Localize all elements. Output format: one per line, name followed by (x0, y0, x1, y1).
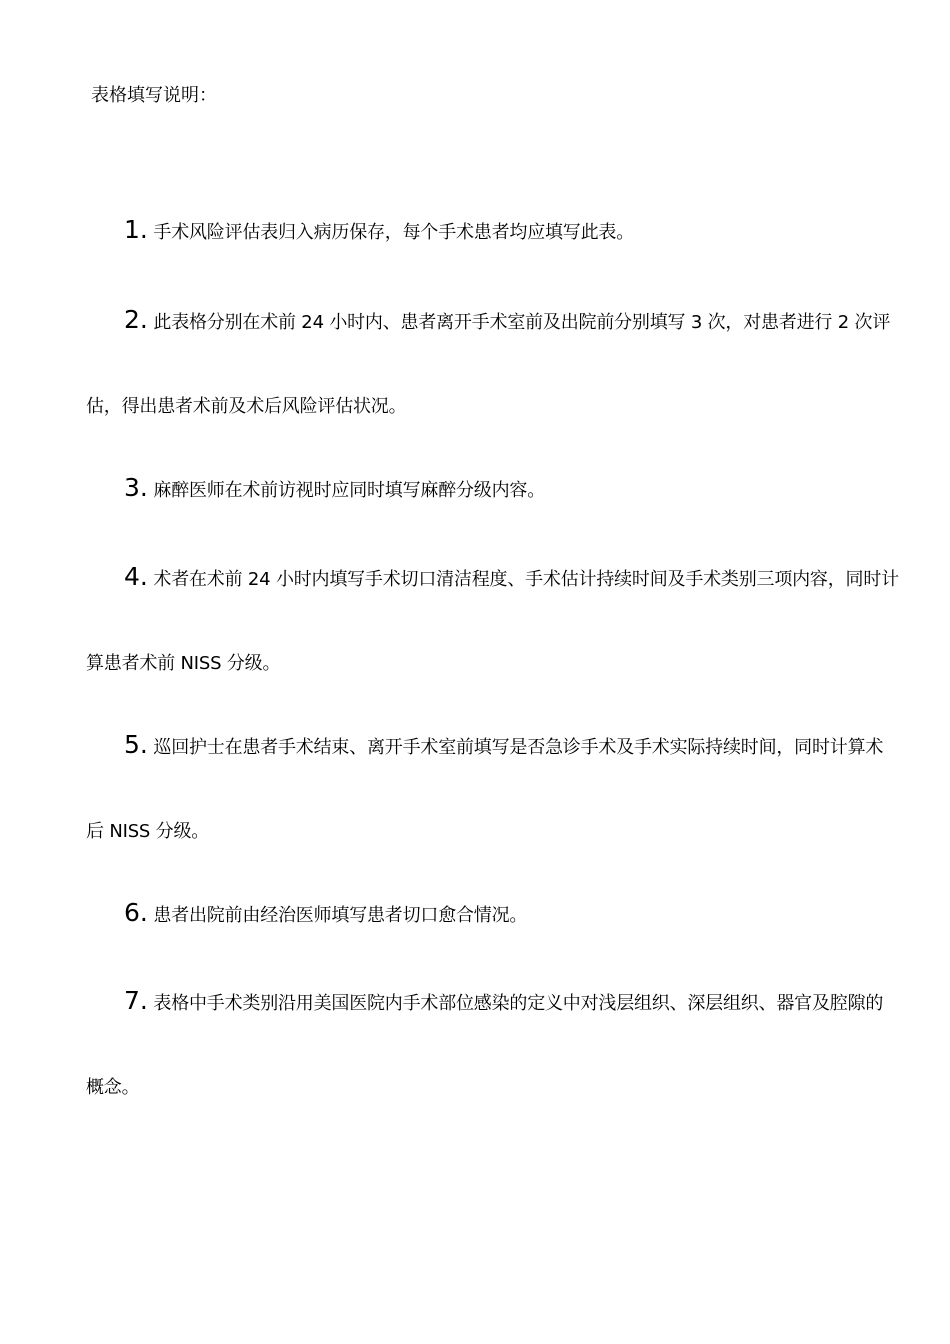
item-number: 4. (124, 562, 148, 591)
instruction-item-1 (86, 188, 900, 275)
instruction-item-4 (86, 535, 900, 706)
item-text: 表格中手术类别沿用美国医院内手术部位感染的定义中对浅层组织、深层组织、器官及腔隙的概念。 (86, 993, 884, 1098)
item-number: 1. (124, 215, 148, 244)
item-text: 巡回护士在患者手术结束、离开手术室前填写是否急诊手术及手术实际持续时间，同时计算术后 NISS 分级。 (86, 737, 884, 842)
instruction-item-2 (86, 278, 900, 449)
item-number: 7. (124, 986, 148, 1015)
instruction-item-7 (86, 959, 900, 1130)
item-text: 麻醉医师在术前访视时应同时填写麻醉分级内容。 (153, 480, 545, 501)
item-text: 术者在术前 24 小时内填写手术切口清洁程度、手术估计持续时间及手术类别三项内容，同时计算患者术前 NISS 分级。 (86, 569, 899, 674)
item-number: 2. (124, 305, 148, 334)
item-number: 6. (124, 898, 148, 927)
instruction-item-6 (86, 871, 900, 958)
instruction-item-5 (86, 703, 900, 874)
item-text: 患者出院前由经治医师填写患者切口愈合情况。 (153, 905, 528, 926)
item-number: 3. (124, 473, 148, 502)
item-text: 此表格分别在术前 24 小时内、患者离开手术室前及出院前分别填写 3 次，对患者进行 2 次评估，得出患者术前及术后风险评估状况。 (86, 312, 891, 417)
item-text: 手术风险评估表归入病历保存，每个手术患者均应填写此表。 (153, 222, 634, 243)
item-number: 5. (124, 730, 148, 759)
page-title: 表格填写说明： (91, 85, 217, 106)
instruction-item-3 (86, 446, 900, 533)
